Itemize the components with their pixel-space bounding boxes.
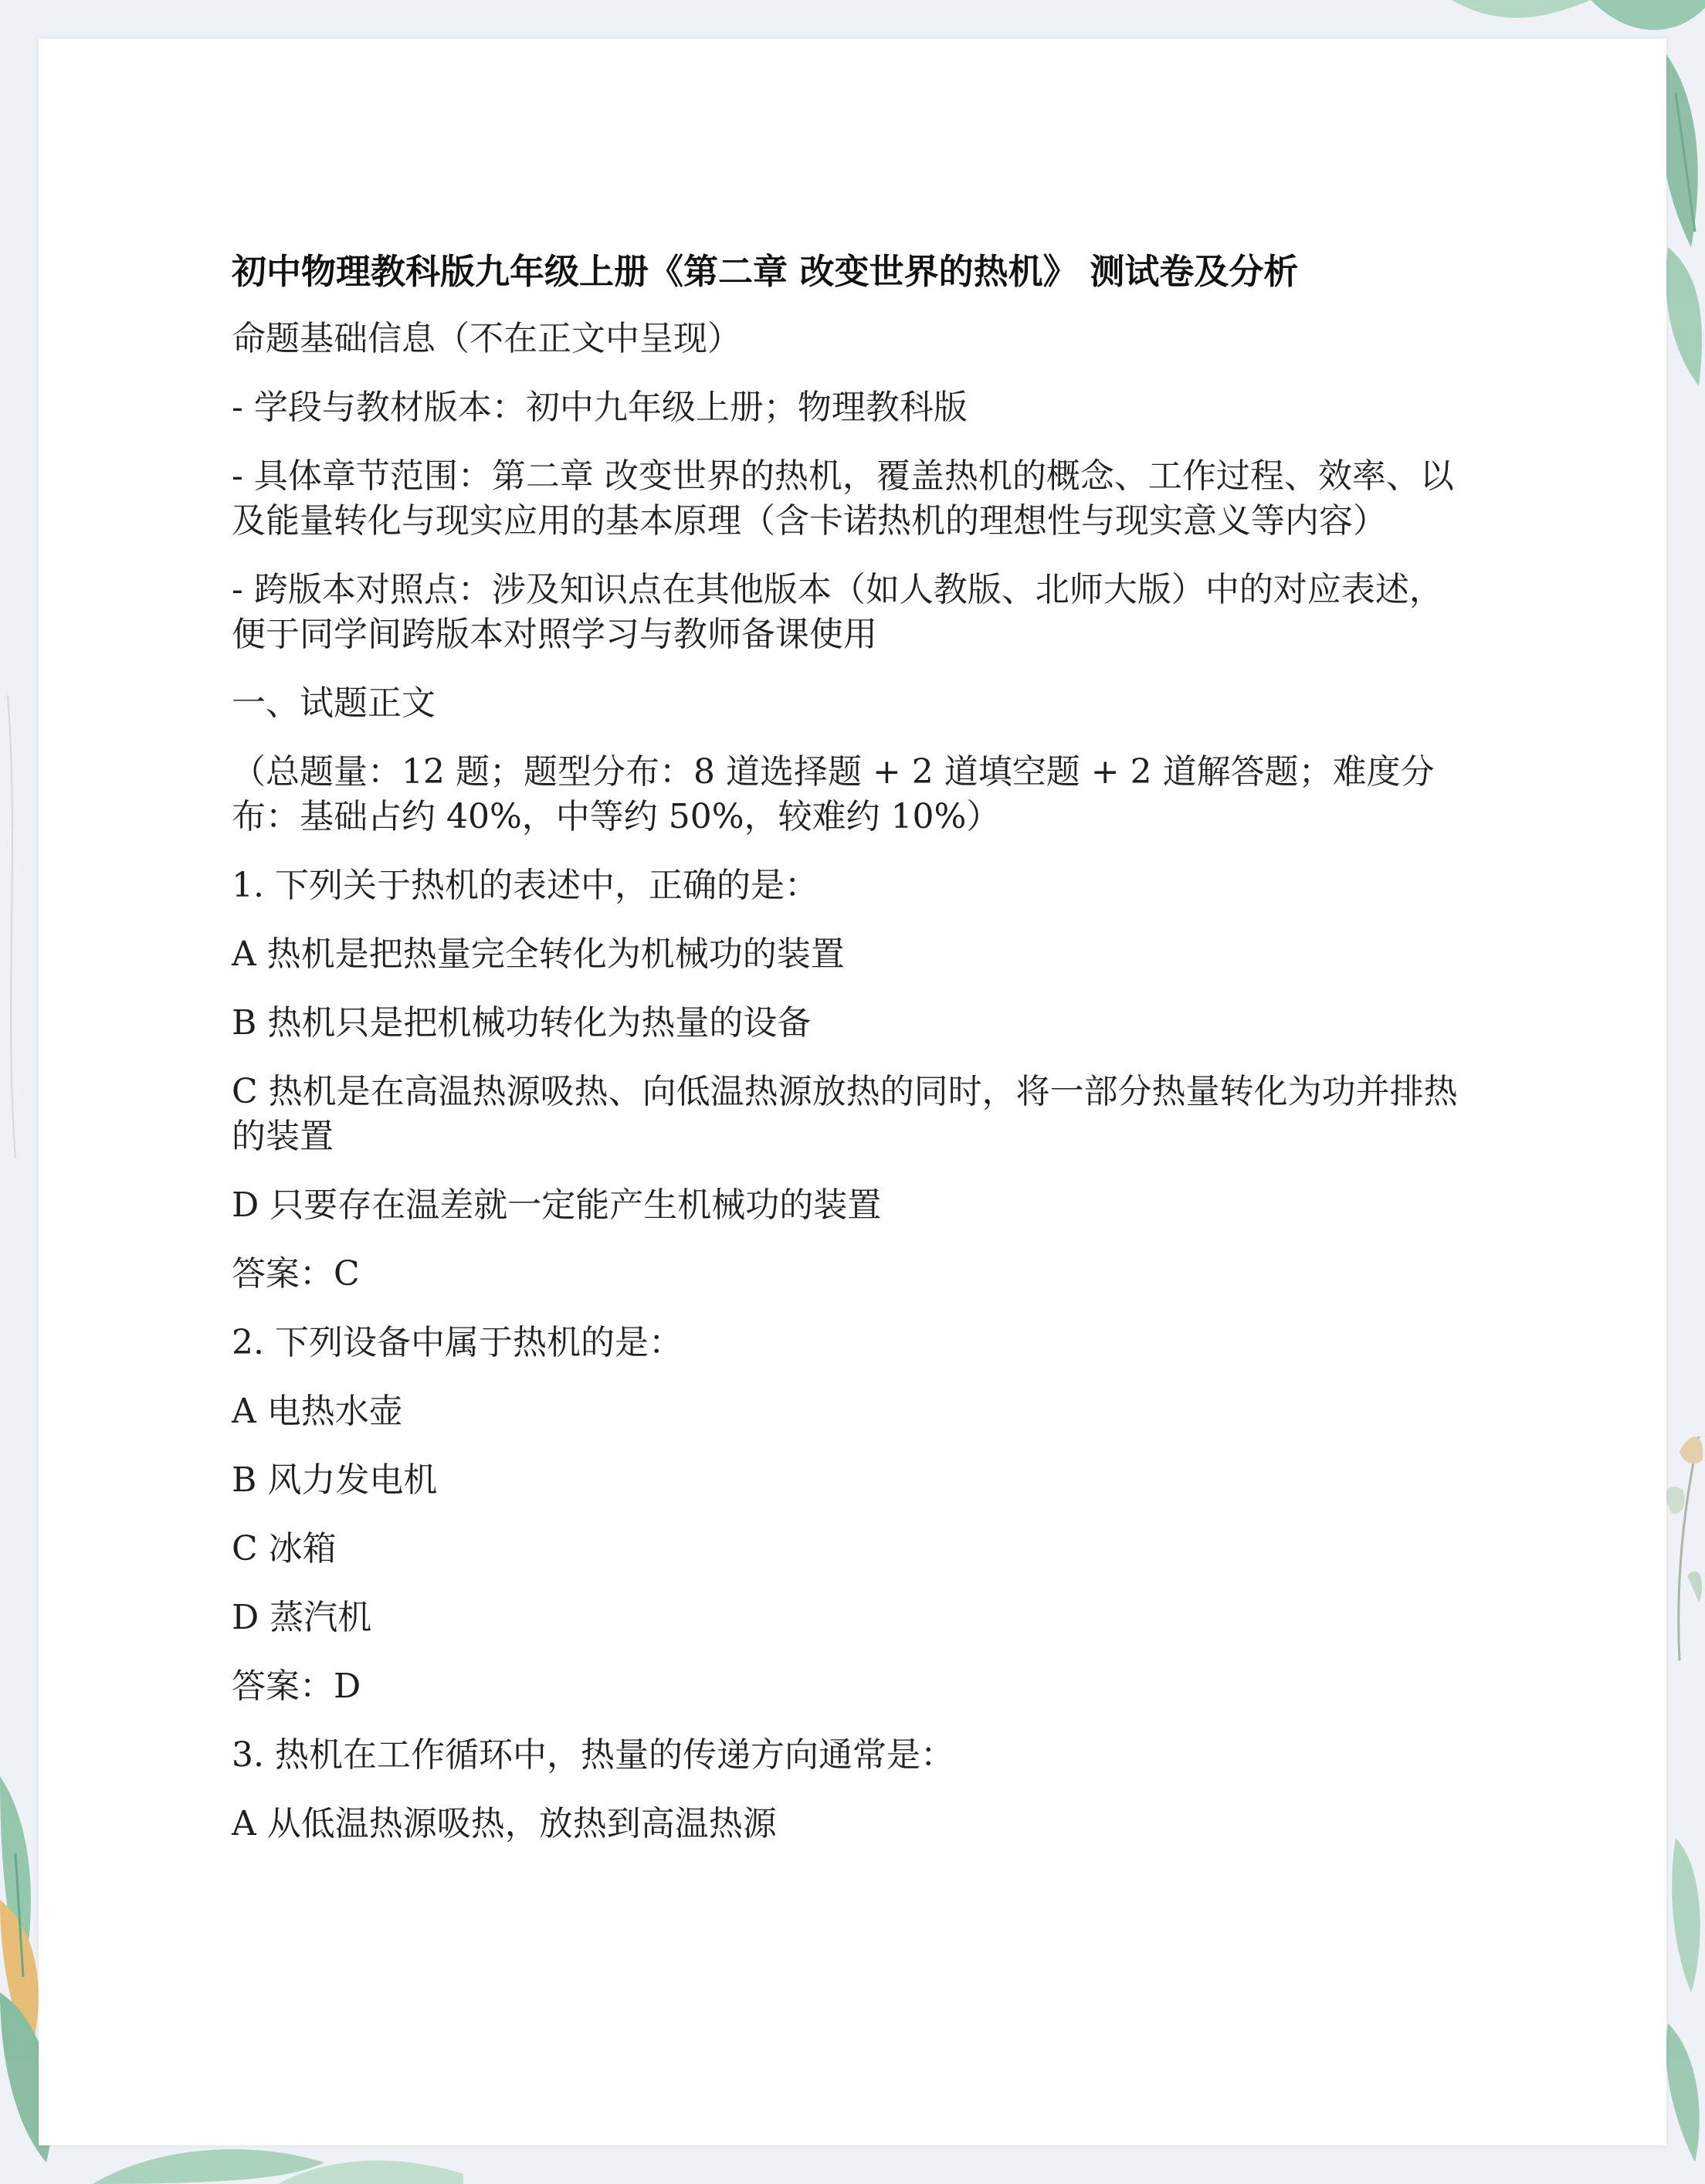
question-2-answer: 答案：D — [232, 1667, 361, 1706]
info-grade-version: - 学段与教材版本：初中九年级上册；物理教科版 — [232, 388, 968, 427]
question-2-option-a: A 电热水壶 — [232, 1392, 403, 1431]
right-branch — [1666, 1436, 1703, 1660]
bottom-edge-leaves — [93, 2149, 463, 2184]
bottom-right-leaves — [1666, 1838, 1700, 2162]
question-1-stem: 1. 下列关于热机的表述中，正确的是： — [232, 866, 819, 905]
question-3-stem: 3. 热机在工作循环中，热量的传递方向通常是： — [232, 1735, 954, 1775]
info-heading: 命题基础信息（不在正文中呈现） — [232, 319, 741, 358]
question-1-option-a: A 热机是把热量完全转化为机械功的装置 — [232, 934, 845, 974]
section-heading: 一、试题正文 — [232, 683, 436, 723]
question-3-option-a: A 从低温热源吸热，放热到高温热源 — [232, 1804, 777, 1843]
section-summary: （总题量：12 题；题型分布：8 道选择题 + 2 道填空题 + 2 道解答题；难度分布：基础占约 40%，中等约 50%，较难约 10%） — [232, 752, 1435, 836]
question-2-option-b: B 风力发电机 — [232, 1460, 438, 1500]
left-vines — [8, 695, 15, 1158]
question-1-option-d: D 只要存在温差就一定能产生机械功的装置 — [232, 1185, 882, 1225]
question-2-stem: 2. 下列设备中属于热机的是： — [232, 1323, 683, 1362]
info-chapter-scope: - 具体章节范围：第二章 改变世界的热机，覆盖热机的概念、工作过程、效率、以及能量转化与现实应用的基本原理（含卡诺热机的理想性与现实意义等内容） — [232, 456, 1454, 541]
document-title: 初中物理教科版九年级上册《第二章 改变世界的热机》 测试卷及分析 — [232, 251, 1299, 292]
question-1-answer: 答案：C — [232, 1254, 360, 1294]
question-2-option-c: C 冰箱 — [232, 1529, 337, 1568]
question-1-option-c: C 热机是在高温热源吸热、向低温热源放热的同时，将一部分热量转化为功并排热的装置 — [232, 1072, 1458, 1156]
info-cross-version: - 跨版本对照点：涉及知识点在其他版本（如人教版、北师大版）中的对应表述，便于同学间跨版本对照学习与教师备课使用 — [232, 570, 1443, 654]
question-2-option-d: D 蒸汽机 — [232, 1598, 372, 1637]
question-1-option-b: B 热机只是把机械功转化为热量的设备 — [232, 1003, 812, 1043]
document-body — [232, 249, 1467, 1870]
